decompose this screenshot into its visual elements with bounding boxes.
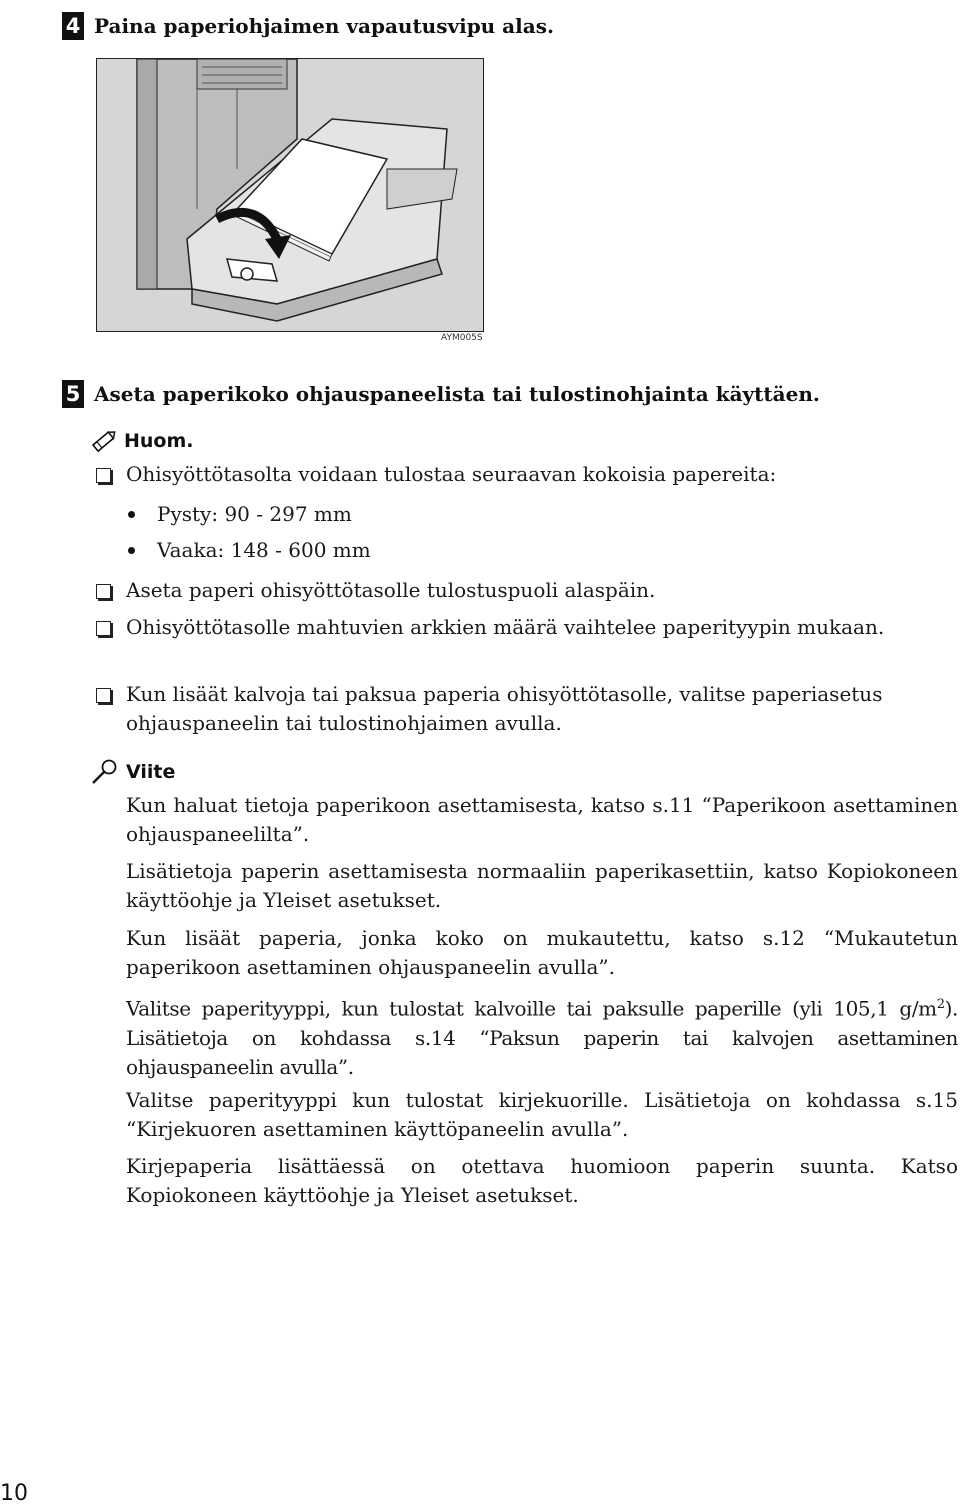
paper-type-superscript: 2 <box>936 997 945 1012</box>
pencil-icon <box>90 428 118 454</box>
reference-heading-label: Viite <box>126 761 176 783</box>
note-item-4: Kun lisäät kalvoja tai paksua paperia ohisyöttötasolle, valitse paperiasetus ohjauspaneelin tai tulostinohjaimen avulla. <box>126 682 883 735</box>
note-heading-label: Huom. <box>124 430 194 452</box>
reference-paragraph-paper-type <box>126 990 958 1082</box>
reference-heading <box>90 758 175 786</box>
step-number-badge: 4 <box>62 12 84 40</box>
reference-paragraph-envelope: Valitse paperityyppi kun tulostat kirjekuorille. Lisätietoja on kohdassa s.15 “Kirjekuoren asettaminen käyttöpaneelin avulla”. <box>126 1088 958 1141</box>
size-portrait: Pysty: 90 - 297 mm <box>157 502 352 526</box>
magnifier-icon <box>90 758 120 786</box>
bypass-tray-drawing <box>97 59 483 331</box>
checkbox-icon <box>96 621 111 636</box>
paper-type-text-b: ). Lisätietoja on kohdassa s.14 “Paksun paperin tai kalvojen asettaminen ohjauspaneelin avulla”. <box>126 996 958 1079</box>
reference-paragraph-letterhead: Kirjepaperia lisättäessä on otettava huomioon paperin suunta. Katso Kopiokoneen käyttöohje ja Yleiset asetukset. <box>126 1154 958 1207</box>
page-number: 10 <box>0 1481 28 1506</box>
note-item-3: Ohisyöttötasolle mahtuvien arkkien määrä vaihtelee paperityypin mukaan. <box>126 615 885 639</box>
figure-code: AYM005S <box>441 333 483 343</box>
note-item-1: Ohisyöttötasolta voidaan tulostaa seuraavan kokoisia papereita: <box>126 462 777 486</box>
reference-paragraph-1: Kun haluat tietoja paperikoon asettamisesta, katso s.11 “Paperikoon asettaminen ohjauspaneelilta”. <box>126 793 958 846</box>
size-landscape: Vaaka: 148 - 600 mm <box>157 538 371 562</box>
bullet-icon <box>128 547 135 554</box>
step-4 <box>62 12 554 40</box>
paper-type-text-a: Valitse paperityyppi, kun tulostat kalvoille tai paksulle paperille (yli 105,1 g/m <box>126 996 937 1021</box>
step-number-badge: 5 <box>62 380 84 408</box>
step-5 <box>62 380 820 408</box>
step-4-text: Paina paperiohjaimen vapautusvipu alas. <box>94 14 554 38</box>
step-5-text: Aseta paperikoko ohjauspaneelista tai tulostinohjainta käyttäen. <box>94 382 820 406</box>
note-item-2: Aseta paperi ohisyöttötasolle tulostuspuoli alaspäin. <box>126 578 656 602</box>
checkbox-icon <box>96 468 111 483</box>
reference-paragraph-2: Lisätietoja paperin asettamisesta normaaliin paperikasettiin, katso Kopiokoneen käyttöohje ja Yleiset asetukset. <box>126 859 958 912</box>
note-heading <box>90 428 194 454</box>
printer-bypass-tray-illustration <box>96 58 484 332</box>
checkbox-icon <box>96 584 111 599</box>
reference-paragraph-3: Kun lisäät paperia, jonka koko on mukautettu, katso s.12 “Mukautetun paperikoon asettaminen ohjauspaneelin avulla”. <box>126 926 958 979</box>
bullet-icon <box>128 511 135 518</box>
checkbox-icon <box>96 688 111 703</box>
